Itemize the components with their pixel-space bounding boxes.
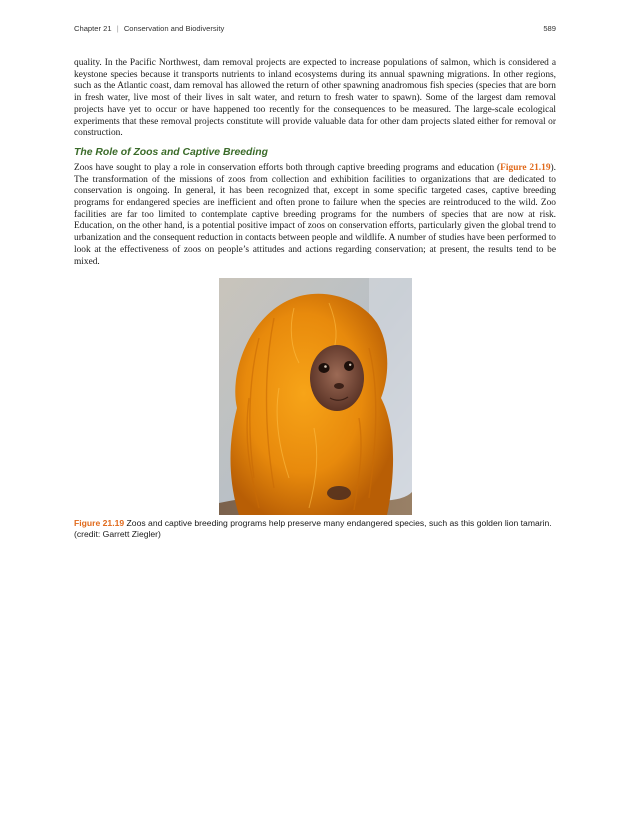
chapter-title: Conservation and Biodiversity: [123, 24, 225, 33]
paragraph-zoos-start: Zoos have sought to play a role in conservation efforts both through captive breeding programs and education (: [74, 162, 501, 173]
figure-caption: [74, 518, 556, 540]
figure-label: Figure 21.19: [74, 518, 125, 529]
paragraph-zoos: [74, 163, 556, 268]
running-title: [74, 24, 224, 33]
section-heading: The Role of Zoos and Captive Breeding: [74, 146, 268, 158]
paragraph-dam-removal: quality. In the Pacific Northwest, dam removal projects are expected to increase populations of salmon, which is considered a keystone species because it transports nutrients to inland ecosystems during its annual spawning migrations. In other regions, such as the Atlantic coast, dam removal has allowed the return of other spawning anadromous fish species (species that are born in fresh water, live most of their lives in salt water, and return to fresh water to spawn). Some of the largest dam removal projects have yet to occur or have happened too recently for the consequences to be measured. The large-scale ecological experiments that these removal projects constitute will provide valuable data for other dam projects slated either for removal or construction.: [74, 58, 556, 139]
paragraph-zoos-end: ). The transformation of the missions of zoos from collection and exhibition facilities to organizations that are dedicated to conservation is ongoing. In general, it has been recognized that, except in some specific targeted cases, captive breeding programs for endangered species are inefficient and often prone to failure when the species are reintroduced to the wild. Zoo facilities are far too limited to contemplate captive breeding programs for the numbers of species that are now at risk. Education, on the other hand, is a potential positive impact of zoos on conservation efforts, particularly given the global trend to urbanization and the consequent reduction in contacts between people and wildlife. A number of studies have been performed to look at the effectiveness of zoos on people’s attitudes and actions regarding conservation; at present, the results tend to be mixed.: [74, 162, 556, 267]
figure-link[interactable]: Figure 21.19: [500, 162, 551, 173]
golden-lion-tamarin-photo: [219, 278, 412, 515]
figure-caption-text: Zoos and captive breeding programs help preserve many endangered species, such as this golden lion tamarin. (credit: Garrett Ziegler): [74, 518, 552, 540]
figure: [74, 278, 556, 515]
chapter-label: Chapter 21: [74, 24, 112, 33]
page-content: [74, 58, 556, 540]
header-separator: |: [116, 24, 119, 33]
page-number: 589: [543, 24, 556, 33]
page-header: [74, 24, 556, 33]
